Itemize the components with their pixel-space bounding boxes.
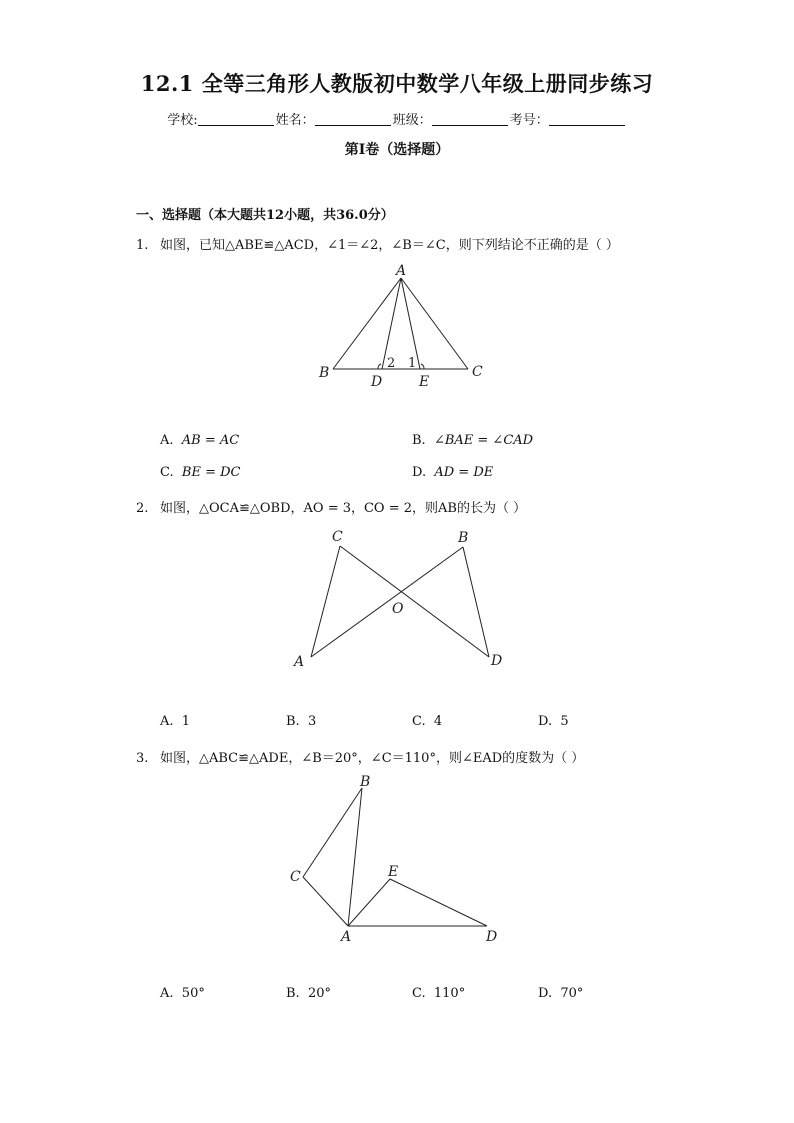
- exam-no-label: 考号：: [509, 113, 549, 128]
- option-3d[interactable]: D. 70°: [538, 986, 584, 1001]
- label-a: A: [294, 654, 305, 670]
- label-b: B: [458, 530, 469, 546]
- question-number: 2.: [136, 501, 149, 516]
- question-number: 3.: [136, 751, 149, 766]
- question-2: [136, 497, 526, 516]
- section-header: 一、选择题（本大题共12小题，共36.0分）: [136, 208, 394, 223]
- option-2c[interactable]: C. 4: [412, 714, 443, 729]
- class-label: 班级：: [392, 113, 432, 128]
- label-d: D: [486, 929, 498, 945]
- label-o: O: [392, 601, 404, 617]
- option-1d[interactable]: D. AD = DE: [412, 465, 494, 480]
- option-1b[interactable]: B. ∠BAE = ∠CAD: [412, 433, 534, 448]
- option-2d[interactable]: D. 5: [538, 714, 569, 729]
- exam-no-blank[interactable]: [549, 113, 625, 126]
- option-2a[interactable]: A. 1: [160, 714, 191, 729]
- option-1a[interactable]: A. AB = AC: [160, 433, 240, 448]
- school-label: 学校:: [167, 113, 198, 128]
- class-blank[interactable]: [432, 113, 508, 126]
- question-number: 1.: [136, 238, 149, 253]
- option-3b[interactable]: B. 20°: [286, 986, 331, 1001]
- label-b: B: [360, 774, 371, 790]
- name-blank[interactable]: [315, 113, 391, 126]
- angle-2-label: 2: [387, 356, 396, 371]
- label-c: C: [472, 364, 483, 380]
- option-3c[interactable]: C. 110°: [412, 986, 466, 1001]
- question-3: [136, 747, 584, 766]
- name-label: 姓名：: [275, 113, 315, 128]
- label-c: C: [290, 869, 301, 885]
- page-title: 12.1 全等三角形人教版初中数学八年级上册同步练习: [140, 71, 654, 96]
- label-b: B: [319, 365, 330, 381]
- label-a: A: [341, 929, 352, 945]
- question-stem: 如图，△ABC≌△ADE，∠B＝20°，∠C＝110°，则∠EAD的度数为（ ）: [160, 751, 585, 766]
- figure-q2-crossed-triangles: [285, 520, 515, 675]
- figure-q3-triangles: [280, 770, 510, 950]
- student-info-line: [0, 109, 794, 128]
- school-blank[interactable]: [198, 113, 274, 126]
- label-d: D: [371, 374, 383, 390]
- question-stem: 如图，已知△ABE≌△ACD，∠1＝∠2，∠B＝∠C，则下列结论不正确的是（ ）: [160, 238, 619, 253]
- label-e: E: [388, 864, 399, 880]
- option-2b[interactable]: B. 3: [286, 714, 317, 729]
- label-c: C: [332, 529, 343, 545]
- label-d: D: [491, 653, 503, 669]
- label-a: A: [396, 263, 407, 279]
- label-e: E: [419, 374, 430, 390]
- angle-1-label: 1: [408, 356, 417, 371]
- figure-q1-triangle: [300, 258, 500, 393]
- question-1: [136, 234, 619, 253]
- option-1c[interactable]: C. BE = DC: [160, 465, 241, 480]
- question-stem: 如图，△OCA≌△OBD，AO = 3，CO = 2，则AB的长为（ ）: [160, 501, 527, 516]
- option-3a[interactable]: A. 50°: [160, 986, 205, 1001]
- volume-heading: 第I卷（选择题）: [344, 142, 450, 158]
